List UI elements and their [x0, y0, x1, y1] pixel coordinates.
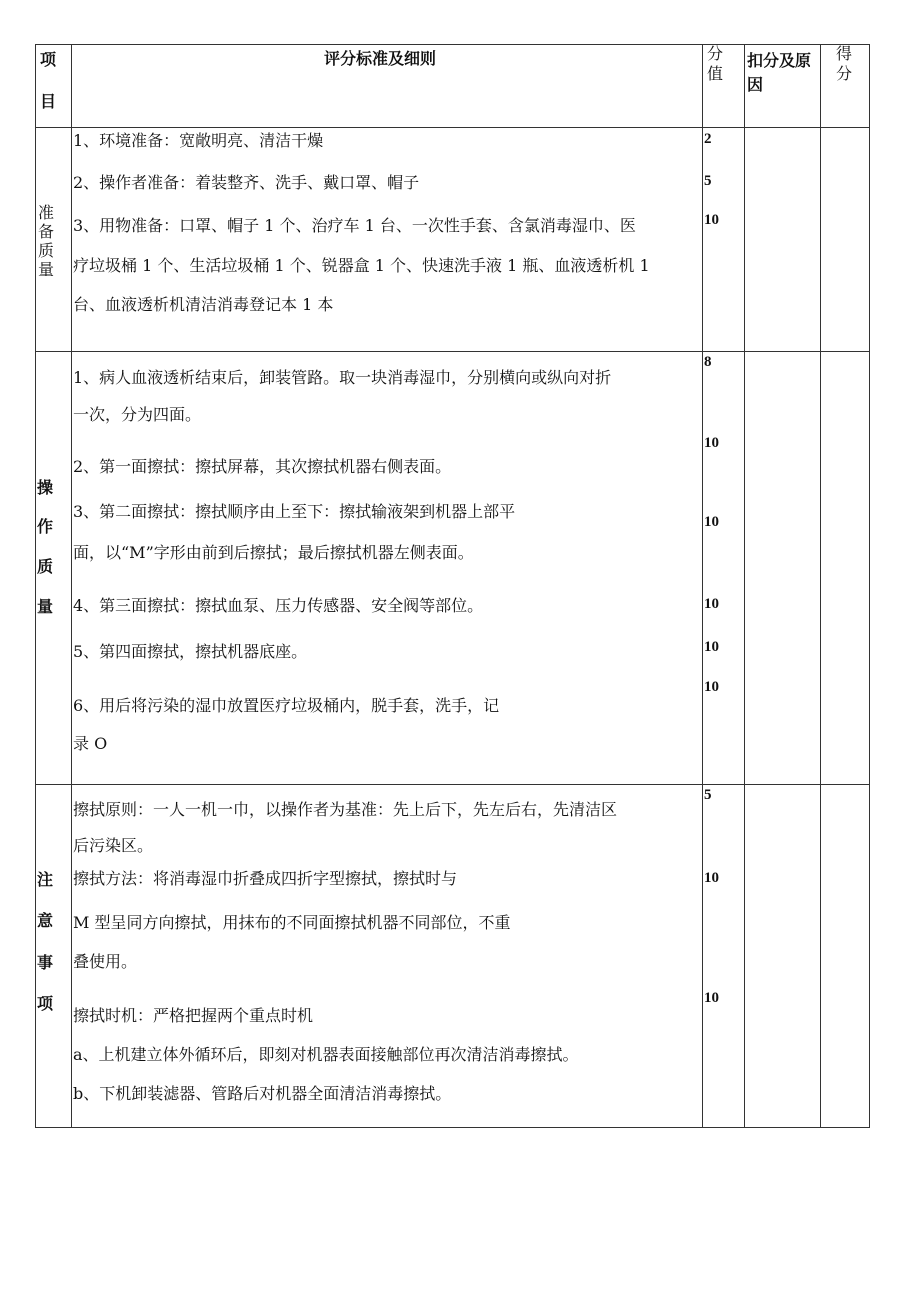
criteria-line: 一次，分为四面。 — [73, 405, 202, 424]
header-deduction: 扣分及原 — [747, 51, 812, 70]
criteria-line: 3、用物准备：口罩、帽子 1 个、治疗车 1 台、一次性手套、含氯消毒湿巾、医 — [73, 216, 636, 235]
section-label-char: 作 — [37, 517, 54, 536]
header-deduction: 因 — [747, 75, 764, 94]
points-value: 8 — [704, 354, 712, 370]
points-value: 10 — [704, 514, 719, 530]
points-value: 10 — [704, 435, 719, 451]
points-value: 10 — [704, 639, 719, 655]
header-criteria: 评分标准及细则 — [324, 49, 437, 68]
header-points-char: 分 — [707, 44, 724, 63]
section-label-char: 备 — [38, 222, 55, 241]
criteria-line: 2、操作者准备：着装整齐、洗手、戴口罩、帽子 — [73, 173, 420, 192]
criteria-line: 台、血液透析机清洁消毒登记本 1 本 — [73, 295, 334, 314]
criteria-line: 2、第一面擦拭：擦拭屏幕，其次擦拭机器右侧表面。 — [73, 457, 452, 476]
section-label-char: 准 — [38, 203, 55, 222]
criteria-line: 4、第三面擦拭：擦拭血泵、压力传感器、安全阀等部位。 — [73, 596, 484, 615]
section-label-char: 意 — [37, 911, 54, 930]
section-label-char: 质 — [37, 557, 54, 576]
section-label-char: 事 — [37, 953, 54, 972]
header-item-char: 项 — [40, 50, 57, 69]
criteria-line: 6、用后将污染的湿巾放置医疗垃圾桶内，脱手套，洗手，记 — [73, 696, 500, 715]
col-divider — [744, 44, 745, 1128]
criteria-line: 录 O — [73, 734, 108, 753]
criteria-line: 擦拭时机：严格把握两个重点时机 — [73, 1006, 314, 1025]
section-label-char: 项 — [37, 994, 54, 1013]
section-label-char: 质 — [38, 241, 55, 260]
criteria-line: 叠使用。 — [73, 952, 138, 971]
header-score-char: 得 — [836, 44, 853, 63]
points-value: 10 — [704, 596, 719, 612]
criteria-line: 5、第四面擦拭，擦拭机器底座。 — [73, 642, 308, 661]
table-border-left — [35, 44, 36, 1128]
section-label-char: 注 — [37, 870, 54, 889]
points-value: 10 — [704, 990, 719, 1006]
section-label-char: 量 — [37, 597, 54, 616]
col-divider — [702, 44, 703, 1128]
points-value: 10 — [704, 870, 719, 886]
criteria-line: 擦拭方法：将消毒湿巾折叠成四折字型擦拭，擦拭时与 — [73, 869, 458, 888]
col-divider — [71, 44, 72, 1128]
points-value: 10 — [704, 212, 719, 228]
header-item-char: 目 — [40, 92, 57, 111]
points-value: 5 — [704, 173, 712, 189]
section-label-char: 量 — [38, 260, 55, 279]
criteria-line: a、上机建立体外循环后，即刻对机器表面接触部位再次清洁消毒擦拭。 — [73, 1045, 579, 1064]
points-value: 2 — [704, 131, 712, 147]
section-label-char: 操 — [37, 478, 54, 497]
criteria-line: 1、环境准备：宽敞明亮、清洁干燥 — [73, 131, 324, 150]
criteria-line: M 型呈同方向擦拭，用抹布的不同面擦拭机器不同部位，不重 — [73, 913, 511, 932]
criteria-line: 后污染区。 — [73, 836, 154, 855]
col-divider — [820, 44, 821, 1128]
points-value: 10 — [704, 679, 719, 695]
header-score-char: 分 — [836, 64, 853, 83]
header-points-char: 值 — [707, 64, 724, 83]
criteria-line: 疗垃圾桶 1 个、生活垃圾桶 1 个、锐器盒 1 个、快速洗手液 1 瓶、血液透析机 1 — [73, 256, 650, 275]
criteria-line: 擦拭原则：一人一机一巾，以操作者为基准：先上后下，先左后右，先清洁区 — [73, 800, 618, 819]
criteria-line: 面，以“M”字形由前到后擦拭；最后擦拭机器左侧表面。 — [73, 543, 474, 562]
table-border-right — [869, 44, 870, 1128]
criteria-line: b、下机卸装滤器、管路后对机器全面清洁消毒擦拭。 — [73, 1084, 452, 1103]
points-value: 5 — [704, 787, 712, 803]
criteria-line: 1、病人血液透析结束后，卸装管路。取一块消毒湿巾，分别横向或纵向对折 — [73, 368, 612, 387]
criteria-line: 3、第二面擦拭：擦拭顺序由上至下：擦拭输液架到机器上部平 — [73, 502, 516, 521]
